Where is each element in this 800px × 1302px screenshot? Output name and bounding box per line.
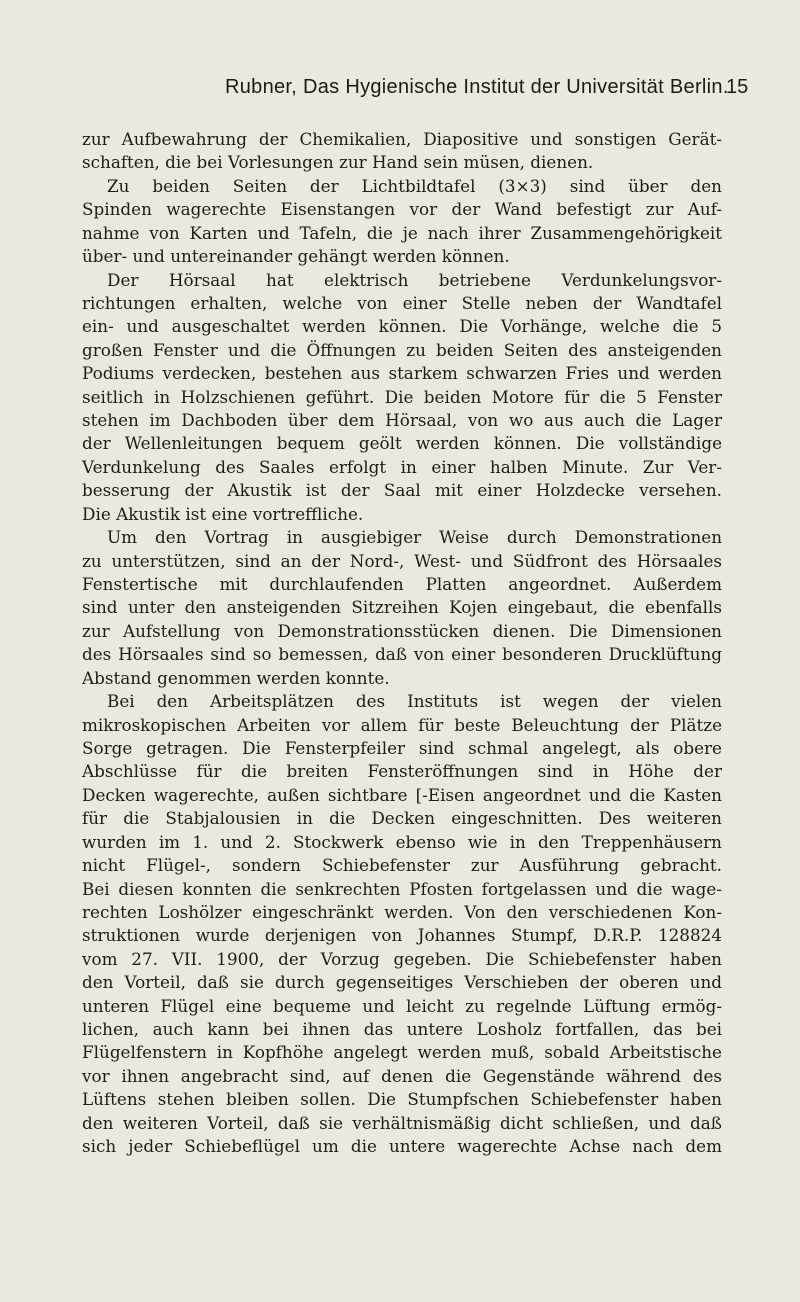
text-line: zu unterstützen, sind an der Nord-, West- und Südfront des Hörsaales [82,550,722,571]
text-line: seitlich in Holzschienen geführt. Die beiden Motore für die 5 Fenster [82,386,722,407]
text-line: Fenstertische mit durchlaufenden Platten angeordnet. Außerdem [82,574,722,595]
text-line: Verdunkelung des Saales erfolgt in einer halben Minute. Zur Ver- [82,456,722,477]
text-line: Die Akustik ist eine vortreffliche. [82,503,364,524]
text-line: schaften, die bei Vorlesungen zur Hand sein müsen, dienen. [82,152,594,173]
text-line: vom 27. VII. 1900, der Vorzug gegeben. Die Schiebefenster haben [82,948,722,969]
running-head [0,76,800,106]
text-line: ein- und ausgeschaltet werden können. Die Vorhänge, welche die 5 [82,316,722,337]
text-line: Abschlüsse für die breiten Fensteröffnungen sind in Höhe der [82,761,722,782]
text-line: nicht Flügel-, sondern Schiebefenster zur Ausführung gebracht. [82,855,722,876]
running-title: Rubner, Das Hygienische Institut der Universität Berlin. [225,76,729,98]
text-line: nahme von Karten und Tafeln, die je nach ihrer Zusammengehörigkeit [82,222,722,243]
text-line: struktionen wurde derjenigen von Johannes Stumpf, D.R.P. 128824 [82,925,722,946]
text-line: Sorge getragen. Die Fensterpfeiler sind schmal angelegt, als obere [82,737,722,758]
text-line: mikroskopischen Arbeiten vor allem für beste Beleuchtung der Plätze [82,714,722,735]
text-line: Der Hörsaal hat elektrisch betriebene Verdunkelungsvor- [107,269,722,290]
text-line: für die Stabjalousien in die Decken eingeschnitten. Des weiteren [82,808,722,829]
text-line: unteren Flügel eine bequeme und leicht zu regelnde Lüftung ermög- [82,995,722,1016]
text-line: vor ihnen angebracht sind, auf denen die Gegenstände während des [82,1065,722,1086]
text-line: lichen, auch kann bei ihnen das untere Losholz fortfallen, das bei [82,1019,722,1040]
text-line: Lüftens stehen bleiben sollen. Die Stumpfschen Schiebefenster haben [82,1089,722,1110]
text-line: Abstand genommen werden konnte. [82,667,390,688]
text-line: großen Fenster und die Öffnungen zu beiden Seiten des ansteigenden [82,339,722,360]
text-line: stehen im Dachboden über dem Hörsaal, von wo aus auch die Lager [82,410,722,431]
text-line: Bei den Arbeitsplätzen des Instituts ist wegen der vielen [107,691,722,712]
text-line: Um den Vortrag in ausgiebiger Weise durch Demonstrationen [107,527,722,548]
page-number: 15 [726,76,749,98]
text-line: rechten Loshölzer eingeschränkt werden. Von den verschiedenen Kon- [82,901,722,922]
text-line: sind unter den ansteigenden Sitzreihen Kojen eingebaut, die ebenfalls [82,597,722,618]
text-line: Decken wagerechte, außen sichtbare [-Eisen angeordnet und die Kasten [82,784,722,805]
text-line: zur Aufstellung von Demonstrationsstücken dienen. Die Dimensionen [82,620,722,641]
body-text [82,128,722,1159]
text-line: richtungen erhalten, welche von einer Stelle neben der Wandtafel [82,292,722,313]
text-line: Flügelfenstern in Kopfhöhe angelegt werden muß, sobald Arbeitstische [82,1042,722,1063]
text-line: Spinden wagerechte Eisenstangen vor der Wand befestigt zur Auf- [82,199,722,220]
text-line: den Vorteil, daß sie durch gegenseitiges Verschieben der oberen und [82,972,722,993]
text-line: Zu beiden Seiten der Lichtbildtafel (3×3) sind über den [107,175,722,196]
text-line: besserung der Akustik ist der Saal mit einer Holzdecke versehen. [82,480,722,501]
text-line: über- und untereinander gehängt werden können. [82,246,510,267]
text-line: sich jeder Schiebeflügel um die untere wagerechte Achse nach dem [82,1136,722,1157]
text-line: zur Aufbewahrung der Chemikalien, Diapositive und sonstigen Gerät- [82,129,722,149]
text-line: der Wellenleitungen bequem geölt werden können. Die vollständige [82,433,722,454]
text-line: Bei diesen konnten die senkrechten Pfosten fortgelassen und die wage- [82,878,722,899]
text-line: des Hörsaales sind so bemessen, daß von einer besonderen Drucklüftung [82,644,722,665]
text-line: Podiums verdecken, bestehen aus starkem schwarzen Fries und werden [82,363,722,384]
text-line: wurden im 1. und 2. Stockwerk ebenso wie in den Treppenhäusern [82,831,722,852]
text-line: den weiteren Vorteil, daß sie verhältnismäßig dicht schließen, und daß [82,1112,722,1133]
